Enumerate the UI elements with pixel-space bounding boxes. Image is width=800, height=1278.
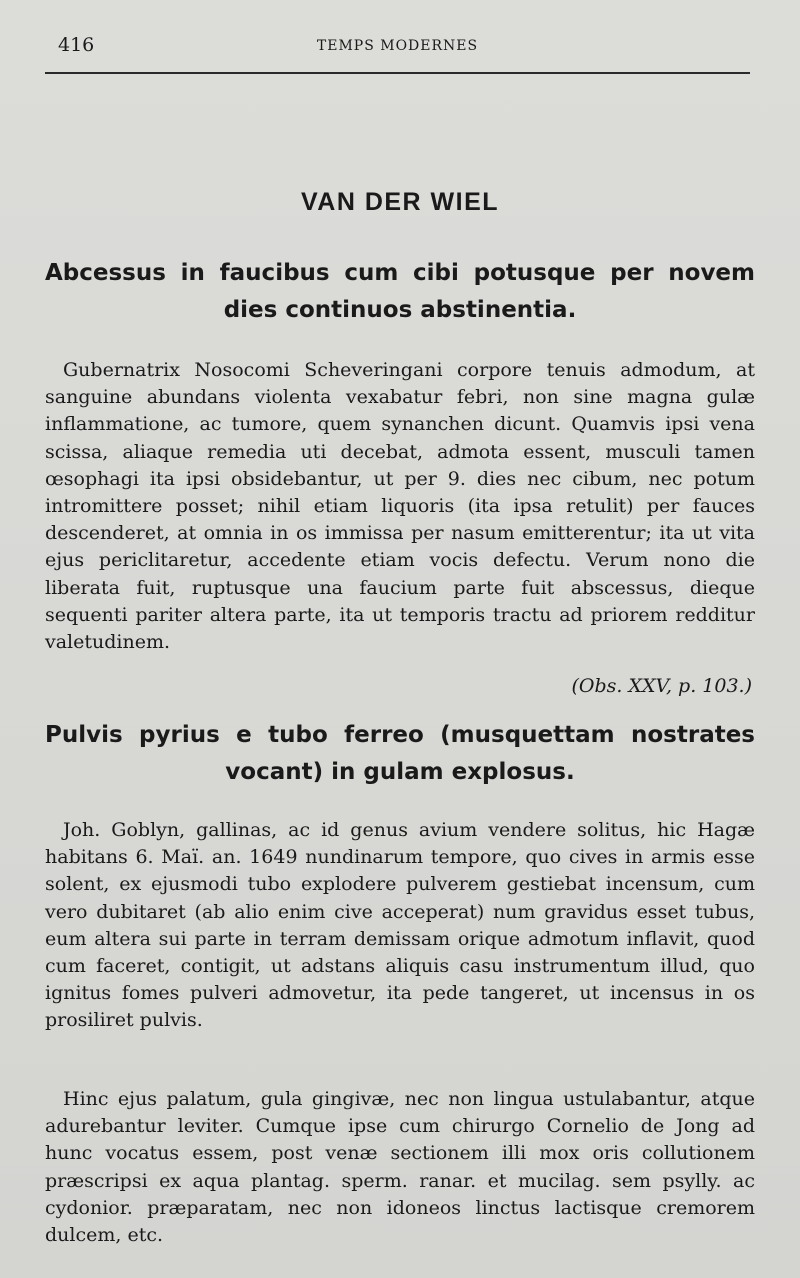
page-number: 416 <box>58 34 95 56</box>
running-title: TEMPS MODERNES <box>316 38 479 54</box>
section1-heading: Abcessus in faucibus cum cibi potusque per novem dies continuos abstinentia. <box>45 260 755 323</box>
section1-citation: (Obs. XXV, p. 103.) <box>571 675 752 697</box>
section2-paragraph-1: Joh. Goblyn, gallinas, ac id genus avium vendere solitus, hic Hagæ habitans 6. Maï. an. 1649 nundinarum tempore, quo cives in armis esse solent, ex ejusmodi tubo explodere pulverem gestiebat incensum, cum vero dubitaret (ab alio enim cive acceperat) num gravidus esset tubus, eum altera sui parte in terram demissam orique admotum inflavit, quod cum faceret, contigit, ut adstans aliquis casu instrumentum illud, quo ignitus fomes pulveri admovetur, ita pede tangeret, ut incensus in os prosiliret pulvis. <box>45 819 755 1032</box>
section1-paragraph: Gubernatrix Nosocomi Scheveringani corpore tenuis admodum, at sanguine abundans violenta vexabatur febri, non sine magna gulæ inflammatione, ac tumore, quem synanchen dicunt. Quamvis ipsi vena scissa, aliaque remedia uti decebat, admota essent, musculi tamen œsophagi ita ipsi obsidebantur, ut per 9. dies nec cibum, nec potum intromittere posset; nihil etiam liquoris (ita ipsa retulit) per fauces descenderet, at omnia in os immissa per nasum emitterentur; ita ut vita ejus periclitaretur, accedente etiam vocis defectu. Verum nono die liberata fuit, ruptusque una faucium parte fuit abscessus, dieque sequenti pariter altera parte, ita ut temporis tractu ad priorem redditur valetudinem. <box>45 359 755 654</box>
running-header <box>45 34 750 58</box>
section2-paragraph-2: Hinc ejus palatum, gula gingivæ, nec non lingua ustulabantur, atque adurebantur leviter. Cumque ipse cum chirurgo Cornelio de Jong ad hunc vocatus essem, post venæ sectionem illi mox oris collutionem præscripsi ex aqua plantag. sperm. ranar. et mucilag. sem psylly. ac cydonior. præparatam, nec non idoneos linctus lactisque cremorem dulcem, etc. <box>45 1088 755 1247</box>
author-heading: VAN DER WIEL <box>300 188 500 216</box>
header-rule <box>45 72 750 74</box>
section2-heading: Pulvis pyrius e tubo ferreo (musquettam nostrates vocant) in gulam explosus. <box>45 722 755 785</box>
